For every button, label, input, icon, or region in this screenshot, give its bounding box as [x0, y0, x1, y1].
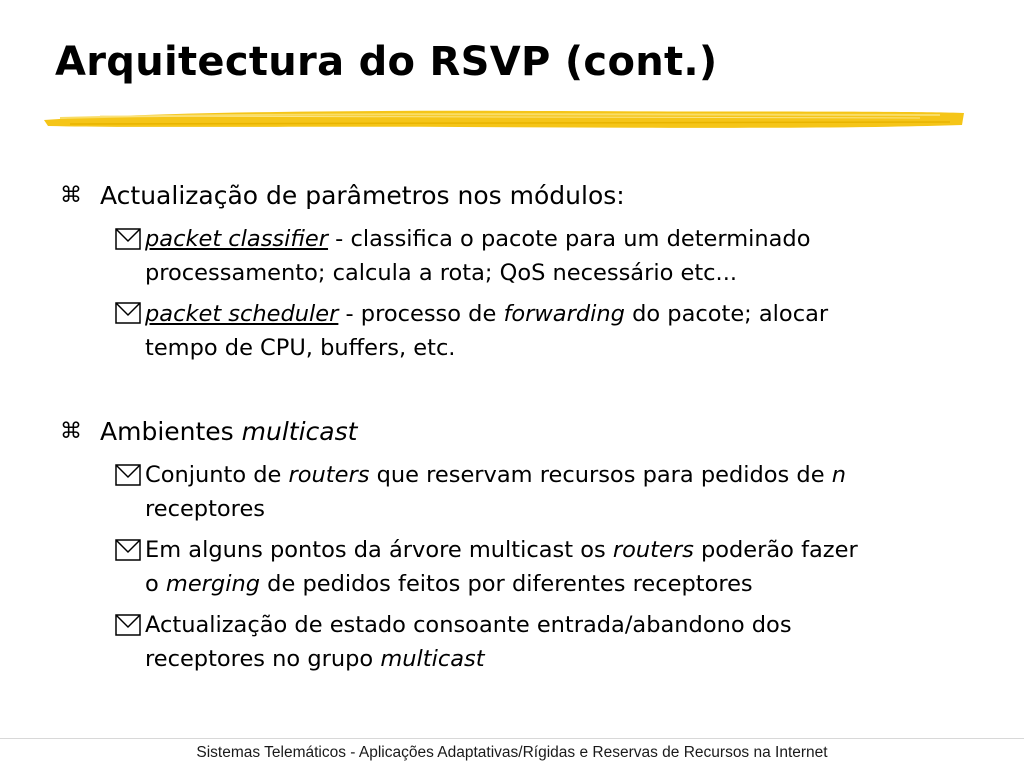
sub-bullet-item: Conjunto de routers que reservam recursos para pedidos de n — [145, 462, 846, 488]
sub-bullet-item: Actualização de estado consoante entrada/abandono dos — [145, 612, 792, 638]
sub-bullet-continuation: receptores no grupo multicast — [145, 646, 485, 672]
bullet-item: Actualização de parâmetros nos módulos: — [100, 181, 625, 210]
sub-bullet-continuation: receptores — [145, 496, 266, 522]
sub-bullet-item: Em alguns pontos da árvore multicast os routers poderão fazer — [145, 537, 858, 563]
envelope-icon — [115, 464, 143, 488]
envelope-icon — [115, 228, 143, 252]
sub-bullet-continuation: tempo de CPU, buffers, etc. — [145, 335, 456, 361]
envelope-icon — [115, 302, 143, 326]
sub-bullet-item: packet scheduler - processo de forwarding do pacote; alocar — [145, 301, 829, 327]
sub-bullet-continuation: processamento; calcula a rota; QoS necessário etc... — [145, 260, 737, 286]
sub-bullet-item: packet classifier - classifica o pacote para um determinado — [145, 226, 811, 252]
slide-footer: Sistemas Telemáticos - Aplicações Adaptativas/Rígidas e Reservas de Recursos na Internet — [196, 744, 828, 761]
bullet-item: Ambientes multicast — [100, 417, 358, 446]
command-key-icon: ⌘ — [60, 183, 82, 208]
footer-divider — [0, 738, 1024, 739]
envelope-icon — [115, 614, 143, 638]
envelope-icon — [115, 539, 143, 563]
command-key-icon: ⌘ — [60, 419, 82, 444]
sub-bullet-continuation: o merging de pedidos feitos por diferentes receptores — [145, 571, 753, 597]
slide-title: Arquitectura do RSVP (cont.) — [55, 39, 718, 85]
